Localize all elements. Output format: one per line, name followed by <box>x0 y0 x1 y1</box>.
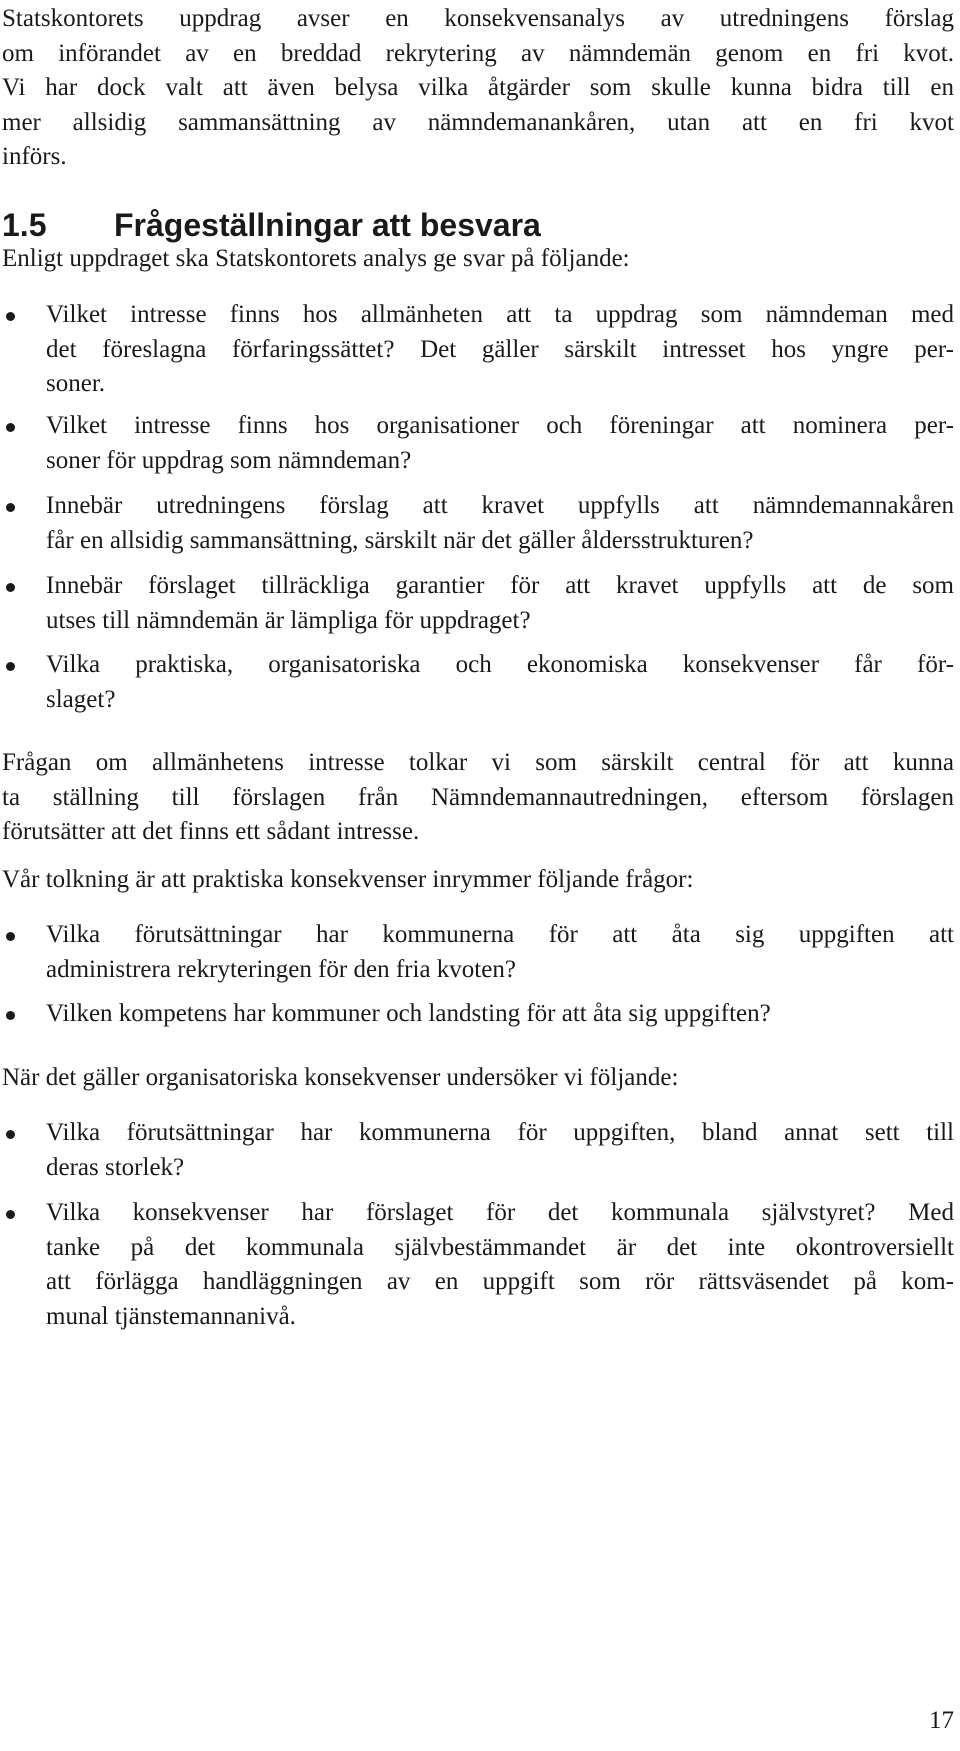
body-paragraph <box>2 746 954 850</box>
list-item-line: Vilken kompetens har kommuner och landsting för att åta sig uppgiften? <box>46 1000 771 1027</box>
list-item-line: Innebär utredningens förslag att kravet uppfylls att nämndemannakåren <box>46 492 954 519</box>
list-item-line: Vilka praktiska, organisatoriska och ekonomiska konsekvenser får för- <box>46 651 954 678</box>
list-item-line: administrera rekryteringen för den fria kvoten? <box>46 955 516 983</box>
list-item-line: Vilka förutsättningar har kommunerna för att åta sig uppgiften att <box>46 921 954 948</box>
bullet-icon <box>6 423 15 432</box>
list-item-line: slaget? <box>46 685 116 713</box>
list-item-line: får en allsidig sammansättning, särskilt när det gäller åldersstrukturen? <box>46 526 754 554</box>
list-item-line: soner. <box>46 370 106 397</box>
intro-line: införs. <box>2 143 67 170</box>
list-item-line: utses till nämndemän är lämpliga för uppdraget? <box>46 606 531 634</box>
list-item-text <box>46 1196 954 1334</box>
list-item-line: Innebär förslaget tillräckliga garantier för att kravet uppfylls att de som <box>46 572 954 599</box>
body-line: ta ställning till förslagen från Nämndemannautredningen, eftersom förslagen <box>2 783 954 811</box>
bullet-icon <box>6 583 15 592</box>
list-item-line: munal tjänstemannanivå. <box>46 1302 296 1330</box>
list-item-text <box>46 1116 954 1185</box>
bullet-icon <box>6 503 15 512</box>
list-item-line: Vilket intresse finns hos allmänheten att ta uppdrag som nämndeman med <box>46 301 954 328</box>
intro-line: Vi har dock valt att även belysa vilka åtgärder som skulle kunna bidra till en <box>2 74 954 101</box>
list-item-text <box>46 298 954 402</box>
list-item-line: Vilket intresse finns hos organisationer och föreningar att nominera per- <box>46 412 954 439</box>
bullet-icon <box>6 1210 15 1219</box>
section-number: 1.5 <box>2 207 47 243</box>
bullet-icon <box>6 1130 15 1139</box>
lead-paragraph-1: Enligt uppdraget ska Statskontorets analys ge svar på följande: <box>2 245 630 272</box>
list-item-text <box>46 489 954 558</box>
list-item-line: Vilka förutsättningar har kommunerna för uppgiften, bland annat sett till <box>46 1119 954 1146</box>
section-title: Frågeställningar att besvara <box>114 207 541 243</box>
list-item-line: deras storlek? <box>46 1153 185 1181</box>
list-item-text <box>46 409 954 478</box>
body-line: förutsätter att det finns ett sådant intresse. <box>2 818 420 845</box>
list-item-line: att förlägga handläggningen av en uppgift som rör rättsväsendet på kom- <box>46 1268 954 1295</box>
list-item-line: soner för uppdrag som nämndeman? <box>46 446 412 474</box>
list-item-line: tanke på det kommunala självbestämmandet är det inte okontroversiellt <box>46 1233 954 1261</box>
bullet-icon <box>6 932 15 941</box>
bullet-icon <box>6 662 15 671</box>
page-number: 17 <box>929 1707 954 1734</box>
intro-line: om införandet av en breddad rekrytering av nämndemän genom en fri kvot. <box>2 39 954 67</box>
list-item-text <box>46 918 954 987</box>
list-item-text <box>46 569 954 638</box>
intro-paragraph <box>2 2 954 175</box>
intro-line: Statskontorets uppdrag avser en konsekvensanalys av utredningens förslag <box>2 5 954 32</box>
list-item-text <box>46 997 954 1032</box>
section-heading <box>2 205 541 245</box>
bullet-icon <box>6 1011 15 1020</box>
body-line: Frågan om allmänhetens intresse tolkar vi som särskilt central för att kunna <box>2 749 954 776</box>
lead-paragraph-2: Vår tolkning är att praktiska konsekvenser inrymmer följande frågor: <box>2 866 694 893</box>
list-item-line: Vilka konsekvenser har förslaget för det kommunala självstyret? Med <box>46 1199 954 1226</box>
list-item-text <box>46 648 954 717</box>
bullet-icon <box>6 312 15 321</box>
intro-line: mer allsidig sammansättning av nämndemanankåren, utan att en fri kvot <box>2 108 954 136</box>
list-item-line: det föreslagna förfaringssättet? Det gäller särskilt intresset hos yngre per- <box>46 335 954 363</box>
lead-paragraph-3: När det gäller organisatoriska konsekvenser undersöker vi följande: <box>2 1064 679 1091</box>
